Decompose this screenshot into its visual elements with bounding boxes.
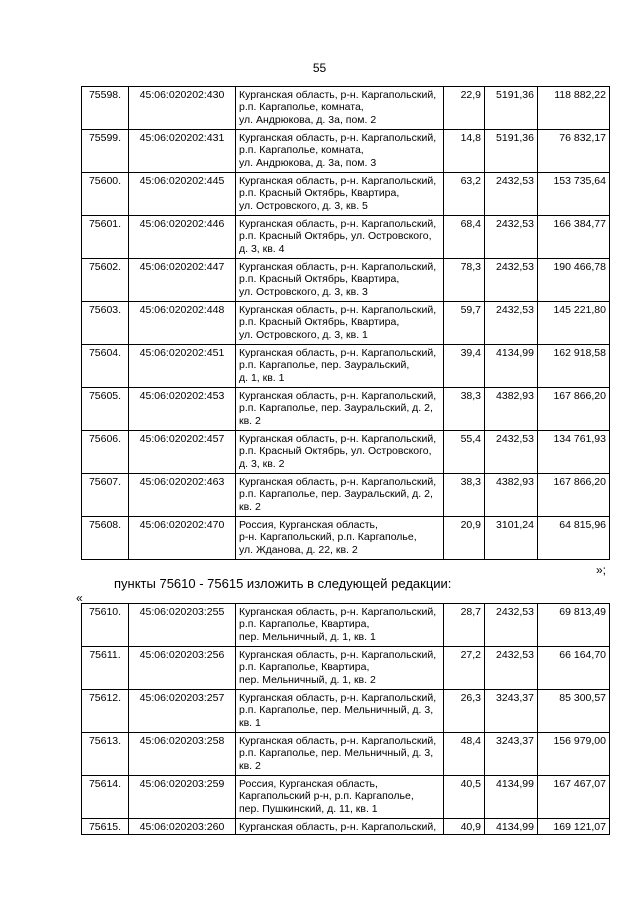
table-row bbox=[82, 733, 610, 776]
address-line: д. 3, кв. 2 bbox=[239, 457, 285, 470]
instruction-text: пункты 75610 - 75615 изложить в следующей редакции: bbox=[114, 576, 452, 591]
area-cell: 40,9 bbox=[444, 819, 485, 835]
address-line: д. 1, кв. 1 bbox=[239, 371, 285, 384]
registry-table-2 bbox=[81, 603, 610, 835]
address-line: р-н. Каргапольский, р.п. Каргаполье, bbox=[239, 531, 417, 544]
table-row bbox=[82, 173, 610, 216]
area-cell: 40,5 bbox=[444, 776, 485, 819]
area-cell: 68,4 bbox=[444, 216, 485, 259]
cadastral-value-cell: 190 466,78 bbox=[538, 259, 610, 302]
cadastral-value-cell: 167 467,07 bbox=[538, 776, 610, 819]
table-row bbox=[82, 690, 610, 733]
address-cell bbox=[236, 517, 444, 560]
price-cell: 2432,53 bbox=[485, 173, 538, 216]
opening-quote: « bbox=[76, 591, 83, 605]
address-line: Курганская область, р-н. Каргапольский, bbox=[239, 89, 437, 101]
price-cell: 3243,37 bbox=[485, 690, 538, 733]
cadastral-value-cell: 162 918,58 bbox=[538, 345, 610, 388]
address-line: Курганская область, р-н. Каргапольский, bbox=[239, 347, 437, 359]
cadastral-value-cell: 66 164,70 bbox=[538, 647, 610, 690]
cadastral-value-cell: 169 121,07 bbox=[538, 819, 610, 835]
address-line: р.п. Красный Октябрь, ул. Островского, bbox=[239, 230, 432, 243]
cadastral-value-cell: 64 815,96 bbox=[538, 517, 610, 560]
row-number-cell: 75604. bbox=[82, 345, 129, 388]
address-line: Курганская область, р-н. Каргапольский, bbox=[239, 476, 437, 488]
address-line: р.п. Красный Октябрь, Квартира, bbox=[239, 316, 400, 329]
registry-table-1 bbox=[81, 86, 610, 560]
address-cell bbox=[236, 388, 444, 431]
area-cell: 59,7 bbox=[444, 302, 485, 345]
cadastral-number-cell: 45:06:020203:258 bbox=[129, 733, 236, 776]
cadastral-value-cell: 134 761,93 bbox=[538, 431, 610, 474]
closing-quote: »; bbox=[596, 563, 607, 577]
row-number-cell: 75602. bbox=[82, 259, 129, 302]
table-row bbox=[82, 517, 610, 560]
address-cell bbox=[236, 130, 444, 173]
area-cell: 26,3 bbox=[444, 690, 485, 733]
table-row bbox=[82, 130, 610, 173]
page-number: 55 bbox=[312, 61, 327, 75]
cadastral-value-cell: 166 384,77 bbox=[538, 216, 610, 259]
cadastral-value-cell: 145 221,80 bbox=[538, 302, 610, 345]
cadastral-value-cell: 85 300,57 bbox=[538, 690, 610, 733]
address-cell bbox=[236, 604, 444, 647]
price-cell: 2432,53 bbox=[485, 431, 538, 474]
table-row bbox=[82, 388, 610, 431]
row-number-cell: 75600. bbox=[82, 173, 129, 216]
address-line: р.п. Каргаполье, пер. Зауральский, д. 2, bbox=[239, 488, 433, 501]
address-line: кв. 2 bbox=[239, 500, 261, 513]
area-cell: 63,2 bbox=[444, 173, 485, 216]
table-row bbox=[82, 819, 610, 835]
table-row bbox=[82, 647, 610, 690]
row-number-cell: 75611. bbox=[82, 647, 129, 690]
area-cell: 48,4 bbox=[444, 733, 485, 776]
address-line: Курганская область, р-н. Каргапольский, bbox=[239, 735, 437, 747]
cadastral-number-cell: 45:06:020202:451 bbox=[129, 345, 236, 388]
row-number-cell: 75606. bbox=[82, 431, 129, 474]
address-line: пер. Мельничный, д. 1, кв. 2 bbox=[239, 673, 376, 686]
address-line: р.п. Каргаполье, пер. Зауральский, bbox=[239, 359, 410, 372]
price-cell: 2432,53 bbox=[485, 216, 538, 259]
table-row bbox=[82, 604, 610, 647]
cadastral-number-cell: 45:06:020203:257 bbox=[129, 690, 236, 733]
address-line: ул. Островского, д. 3, кв. 3 bbox=[239, 285, 368, 298]
row-number-cell: 75612. bbox=[82, 690, 129, 733]
cadastral-number-cell: 45:06:020203:260 bbox=[129, 819, 236, 835]
address-cell bbox=[236, 776, 444, 819]
area-cell: 38,3 bbox=[444, 388, 485, 431]
price-cell: 5191,36 bbox=[485, 87, 538, 130]
address-line: р.п. Каргаполье, пер. Мельничный, д. 3, bbox=[239, 747, 434, 760]
price-cell: 4382,93 bbox=[485, 474, 538, 517]
address-line: ул. Островского, д. 3, кв. 1 bbox=[239, 328, 368, 341]
address-line: Курганская область, р-н. Каргапольский, bbox=[239, 132, 437, 144]
cadastral-value-cell: 153 735,64 bbox=[538, 173, 610, 216]
cadastral-number-cell: 45:06:020202:445 bbox=[129, 173, 236, 216]
cadastral-value-cell: 76 832,17 bbox=[538, 130, 610, 173]
address-line: р.п. Каргаполье, пер. Зауральский, д. 2, bbox=[239, 402, 433, 415]
address-line: Курганская область, р-н. Каргапольский, bbox=[239, 606, 437, 618]
address-line: кв. 1 bbox=[239, 716, 261, 729]
row-number-cell: 75598. bbox=[82, 87, 129, 130]
address-line: Курганская область, р-н. Каргапольский, bbox=[239, 692, 437, 704]
row-number-cell: 75603. bbox=[82, 302, 129, 345]
cadastral-number-cell: 45:06:020203:259 bbox=[129, 776, 236, 819]
address-cell bbox=[236, 474, 444, 517]
area-cell: 55,4 bbox=[444, 431, 485, 474]
address-line: Россия, Курганская область, bbox=[239, 519, 378, 531]
address-cell bbox=[236, 819, 444, 835]
cadastral-number-cell: 45:06:020202:448 bbox=[129, 302, 236, 345]
price-cell: 3101,24 bbox=[485, 517, 538, 560]
address-line: Курганская область, р-н. Каргапольский, bbox=[239, 433, 437, 445]
cadastral-number-cell: 45:06:020202:463 bbox=[129, 474, 236, 517]
table-row bbox=[82, 474, 610, 517]
row-number-cell: 75615. bbox=[82, 819, 129, 835]
address-line: Курганская область, р-н. Каргапольский, bbox=[239, 390, 437, 402]
row-number-cell: 75605. bbox=[82, 388, 129, 431]
price-cell: 2432,53 bbox=[485, 604, 538, 647]
address-line: р.п. Каргаполье, Квартира, bbox=[239, 618, 370, 631]
table-row bbox=[82, 259, 610, 302]
address-cell bbox=[236, 216, 444, 259]
address-cell bbox=[236, 690, 444, 733]
area-cell: 39,4 bbox=[444, 345, 485, 388]
cadastral-number-cell: 45:06:020202:430 bbox=[129, 87, 236, 130]
address-line: ул. Островского, д. 3, кв. 5 bbox=[239, 199, 368, 212]
address-line: ул. Андрюкова, д. 3а, пом. 3 bbox=[239, 156, 377, 169]
area-cell: 22,9 bbox=[444, 87, 485, 130]
address-cell bbox=[236, 173, 444, 216]
address-line: пер. Мельничный, д. 1, кв. 1 bbox=[239, 630, 376, 643]
table-row bbox=[82, 87, 610, 130]
address-line: ул. Андрюкова, д. 3а, пом. 2 bbox=[239, 113, 377, 126]
price-cell: 4134,99 bbox=[485, 345, 538, 388]
address-line: р.п. Каргаполье, комната, bbox=[239, 144, 364, 157]
row-number-cell: 75607. bbox=[82, 474, 129, 517]
price-cell: 2432,53 bbox=[485, 647, 538, 690]
address-line: р.п. Красный Октябрь, ул. Островского, bbox=[239, 445, 432, 458]
address-cell bbox=[236, 647, 444, 690]
address-line: Курганская область, р-н. Каргапольский, bbox=[239, 649, 437, 661]
area-cell: 78,3 bbox=[444, 259, 485, 302]
cadastral-number-cell: 45:06:020202:453 bbox=[129, 388, 236, 431]
address-cell bbox=[236, 345, 444, 388]
row-number-cell: 75601. bbox=[82, 216, 129, 259]
cadastral-value-cell: 156 979,00 bbox=[538, 733, 610, 776]
row-number-cell: 75599. bbox=[82, 130, 129, 173]
address-cell bbox=[236, 302, 444, 345]
row-number-cell: 75610. bbox=[82, 604, 129, 647]
address-line: кв. 2 bbox=[239, 414, 261, 427]
table-row bbox=[82, 431, 610, 474]
cadastral-value-cell: 118 882,22 bbox=[538, 87, 610, 130]
cadastral-number-cell: 45:06:020203:255 bbox=[129, 604, 236, 647]
cadastral-number-cell: 45:06:020202:447 bbox=[129, 259, 236, 302]
cadastral-number-cell: 45:06:020202:457 bbox=[129, 431, 236, 474]
address-line: д. 3, кв. 4 bbox=[239, 242, 285, 255]
address-cell bbox=[236, 87, 444, 130]
table-row bbox=[82, 216, 610, 259]
cadastral-value-cell: 69 813,49 bbox=[538, 604, 610, 647]
address-line: Курганская область, р-н. Каргапольский, bbox=[239, 304, 437, 316]
address-line: р.п. Каргаполье, комната, bbox=[239, 101, 364, 114]
cadastral-number-cell: 45:06:020203:256 bbox=[129, 647, 236, 690]
address-line: Курганская область, р-н. Каргапольский, bbox=[239, 261, 437, 273]
address-line: р.п. Красный Октябрь, Квартира, bbox=[239, 273, 400, 286]
price-cell: 4134,99 bbox=[485, 776, 538, 819]
table-row bbox=[82, 776, 610, 819]
address-cell bbox=[236, 431, 444, 474]
cadastral-number-cell: 45:06:020202:446 bbox=[129, 216, 236, 259]
address-line: р.п. Каргаполье, пер. Мельничный, д. 3, bbox=[239, 704, 434, 717]
address-cell bbox=[236, 259, 444, 302]
price-cell: 2432,53 bbox=[485, 302, 538, 345]
address-line: пер. Пушкинский, д. 11, кв. 1 bbox=[239, 802, 378, 815]
row-number-cell: 75613. bbox=[82, 733, 129, 776]
cadastral-number-cell: 45:06:020202:470 bbox=[129, 517, 236, 560]
price-cell: 2432,53 bbox=[485, 259, 538, 302]
address-line: р.п. Красный Октябрь, Квартира, bbox=[239, 187, 400, 200]
address-line: Курганская область, р-н. Каргапольский, bbox=[239, 175, 437, 187]
area-cell: 38,3 bbox=[444, 474, 485, 517]
cadastral-number-cell: 45:06:020202:431 bbox=[129, 130, 236, 173]
area-cell: 28,7 bbox=[444, 604, 485, 647]
price-cell: 3243,37 bbox=[485, 733, 538, 776]
address-line: ул. Жданова, д. 22, кв. 2 bbox=[239, 543, 358, 556]
address-line: Курганская область, р-н. Каргапольский, bbox=[239, 821, 437, 833]
row-number-cell: 75608. bbox=[82, 517, 129, 560]
address-line: Каргапольский р-н, р.п. Каргаполье, bbox=[239, 790, 414, 803]
price-cell: 4382,93 bbox=[485, 388, 538, 431]
table-row bbox=[82, 345, 610, 388]
row-number-cell: 75614. bbox=[82, 776, 129, 819]
cadastral-value-cell: 167 866,20 bbox=[538, 474, 610, 517]
area-cell: 14,8 bbox=[444, 130, 485, 173]
price-cell: 5191,36 bbox=[485, 130, 538, 173]
address-line: Курганская область, р-н. Каргапольский, bbox=[239, 218, 437, 230]
cadastral-value-cell: 167 866,20 bbox=[538, 388, 610, 431]
address-line: р.п. Каргаполье, Квартира, bbox=[239, 661, 370, 674]
area-cell: 20,9 bbox=[444, 517, 485, 560]
address-line: Россия, Курганская область, bbox=[239, 778, 378, 790]
area-cell: 27,2 bbox=[444, 647, 485, 690]
address-cell bbox=[236, 733, 444, 776]
table-row bbox=[82, 302, 610, 345]
address-line: кв. 2 bbox=[239, 759, 261, 772]
price-cell: 4134,99 bbox=[485, 819, 538, 835]
